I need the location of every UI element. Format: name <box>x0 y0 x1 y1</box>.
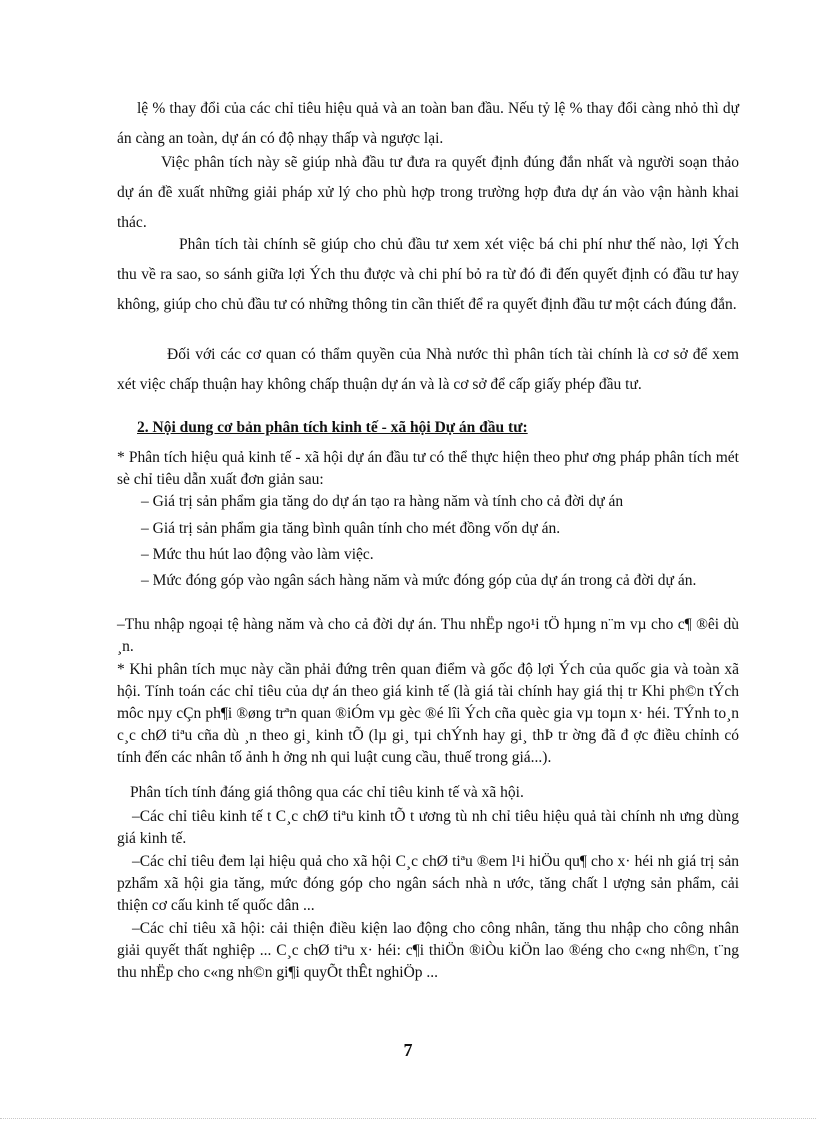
intro-paragraph: * Phân tích hiệu quả kinh tế - xã hội dự án đầu tư có thể thực hiện theo phư ơng pháp phân tích mét sè chỉ tiêu dẫn xuất đơn giản sau: <box>117 449 739 488</box>
paragraph-decision: Việc phân tích này sẽ giúp nhà đầu tư đưa ra quyết định đúng đắn nhất và người soạn thảo dự án đề xuất những giải pháp xử lý cho phù hợp trong trường hợp đưa dự án vào vận hành khai thác. <box>117 154 739 231</box>
paragraph-viewpoint: * Khi phân tích mục này cần phải đứng trên quan điểm và gốc độ lợi Ých của quốc gia và toàn xã hội. Tính toán các chỉ tiêu của dự án theo giá kinh tế (là giá tài chính hay giá thị tr Khi ph©n tÝch môc nµy cÇn ph¶i ®øng trªn quan ®iÓm vµ gèc ®é lîi Ých cña quèc gia vµ toµn x· héi. TÝnh to¸n c¸c chØ tiªu cña dù ¸n theo gi¸ kinh tÕ (lµ gi¸ tµi chÝnh hay gi¸ thÞ tr ờng đã đ ợc điều chỉnh có tính đến các nhân tố ảnh h ởng nh qui luật cung cầu, thuế trong giá...). <box>117 661 739 766</box>
list-item-budget: – Mức đóng góp vào ngân sách hàng năm và mức đóng góp của dự án trong cả đời dự án. <box>141 572 697 589</box>
list-item-foreign-currency: –Thu nhập ngoại tệ hàng năm và cho cả đời dự án. Thu nhËp ngo¹i tÖ hµng n¨m vµ cho c¶ ®êi dù ¸n. <box>117 616 739 655</box>
page-bottom-divider <box>0 1118 816 1119</box>
list-item-labour: – Mức thu hút lao động vào làm việc. <box>141 546 374 563</box>
paragraph-social-benefit: –Các chỉ tiêu đem lại hiệu quả cho xã hội C¸c chØ tiªu ®em l¹i hiÖu qu¶ cho x· héi nh giá trị sản pzhẩm xã hội gia tăng, mức đóng góp cho ngân sách nhà n ước, tăng chất l ượng sản phẩm, cải thiện cơ cấu kinh tế quốc dân ... <box>117 853 739 914</box>
page-number: 7 <box>403 1040 413 1060</box>
paragraph-authorities: Đối với các cơ quan có thẩm quyền của Nhà nước thì phân tích tài chính là cơ sở để xem xét việc chấp thuận hay không chấp thuận dự án và là cơ sở để cấp giấy phép đầu tư. <box>117 346 739 393</box>
list-item-value-added: – Giá trị sản phẩm gia tăng do dự án tạo ra hàng năm và tính cho cả đời dự án <box>141 493 624 510</box>
section-heading: 2. Nội dung cơ bản phân tích kinh tế - xã hội Dự án đầu tư: <box>137 419 528 436</box>
paragraph-summary: Phân tích tính đáng giá thông qua các chỉ tiêu kinh tế và xã hội. <box>130 784 524 801</box>
paragraph-sensitivity: lệ % thay đổi của các chỉ tiêu hiệu quả và an toàn ban đầu. Nếu tỷ lệ % thay đổi càng nhỏ thì dự án càng an toàn, dự án có độ nhạy thấp và ngược lại. <box>117 100 739 147</box>
paragraph-financial-analysis: Phân tích tài chính sẽ giúp cho chủ đầu tư xem xét việc bá chi phí như thế nào, lợi Ých thu về ra sao, so sánh giữa lợi Ých thu được và chi phí bỏ ra từ đó đi đến quyết định có đầu tư hay không, giúp cho chủ đầu tư có những thông tin cần thiết để ra quyết định đầu tư một cách đúng đắn. <box>117 236 739 313</box>
list-item-value-per-capital: – Giá trị sản phẩm gia tăng bình quân tính cho mét đồng vốn dự án. <box>141 520 561 537</box>
paragraph-economic-indicators: –Các chỉ tiêu kinh tế t C¸c chØ tiªu kinh tÕ t ương tù nh chỉ tiêu hiệu quả tài chính nh ưng dùng giá kinh tế. <box>117 808 739 847</box>
paragraph-social-indicators: –Các chỉ tiêu xã hội: cải thiện điều kiện lao động cho công nhân, tăng thu nhập cho công nhân giải quyết thất nghiệp ... C¸c chØ tiªu x· héi: c¶i thiÖn ®iÒu kiÖn lao ®éng cho c«ng nh©n, t¨ng thu nhËp cho c«ng nh©n gi¶i quyÕt thÊt nghiÖp ... <box>117 920 739 981</box>
